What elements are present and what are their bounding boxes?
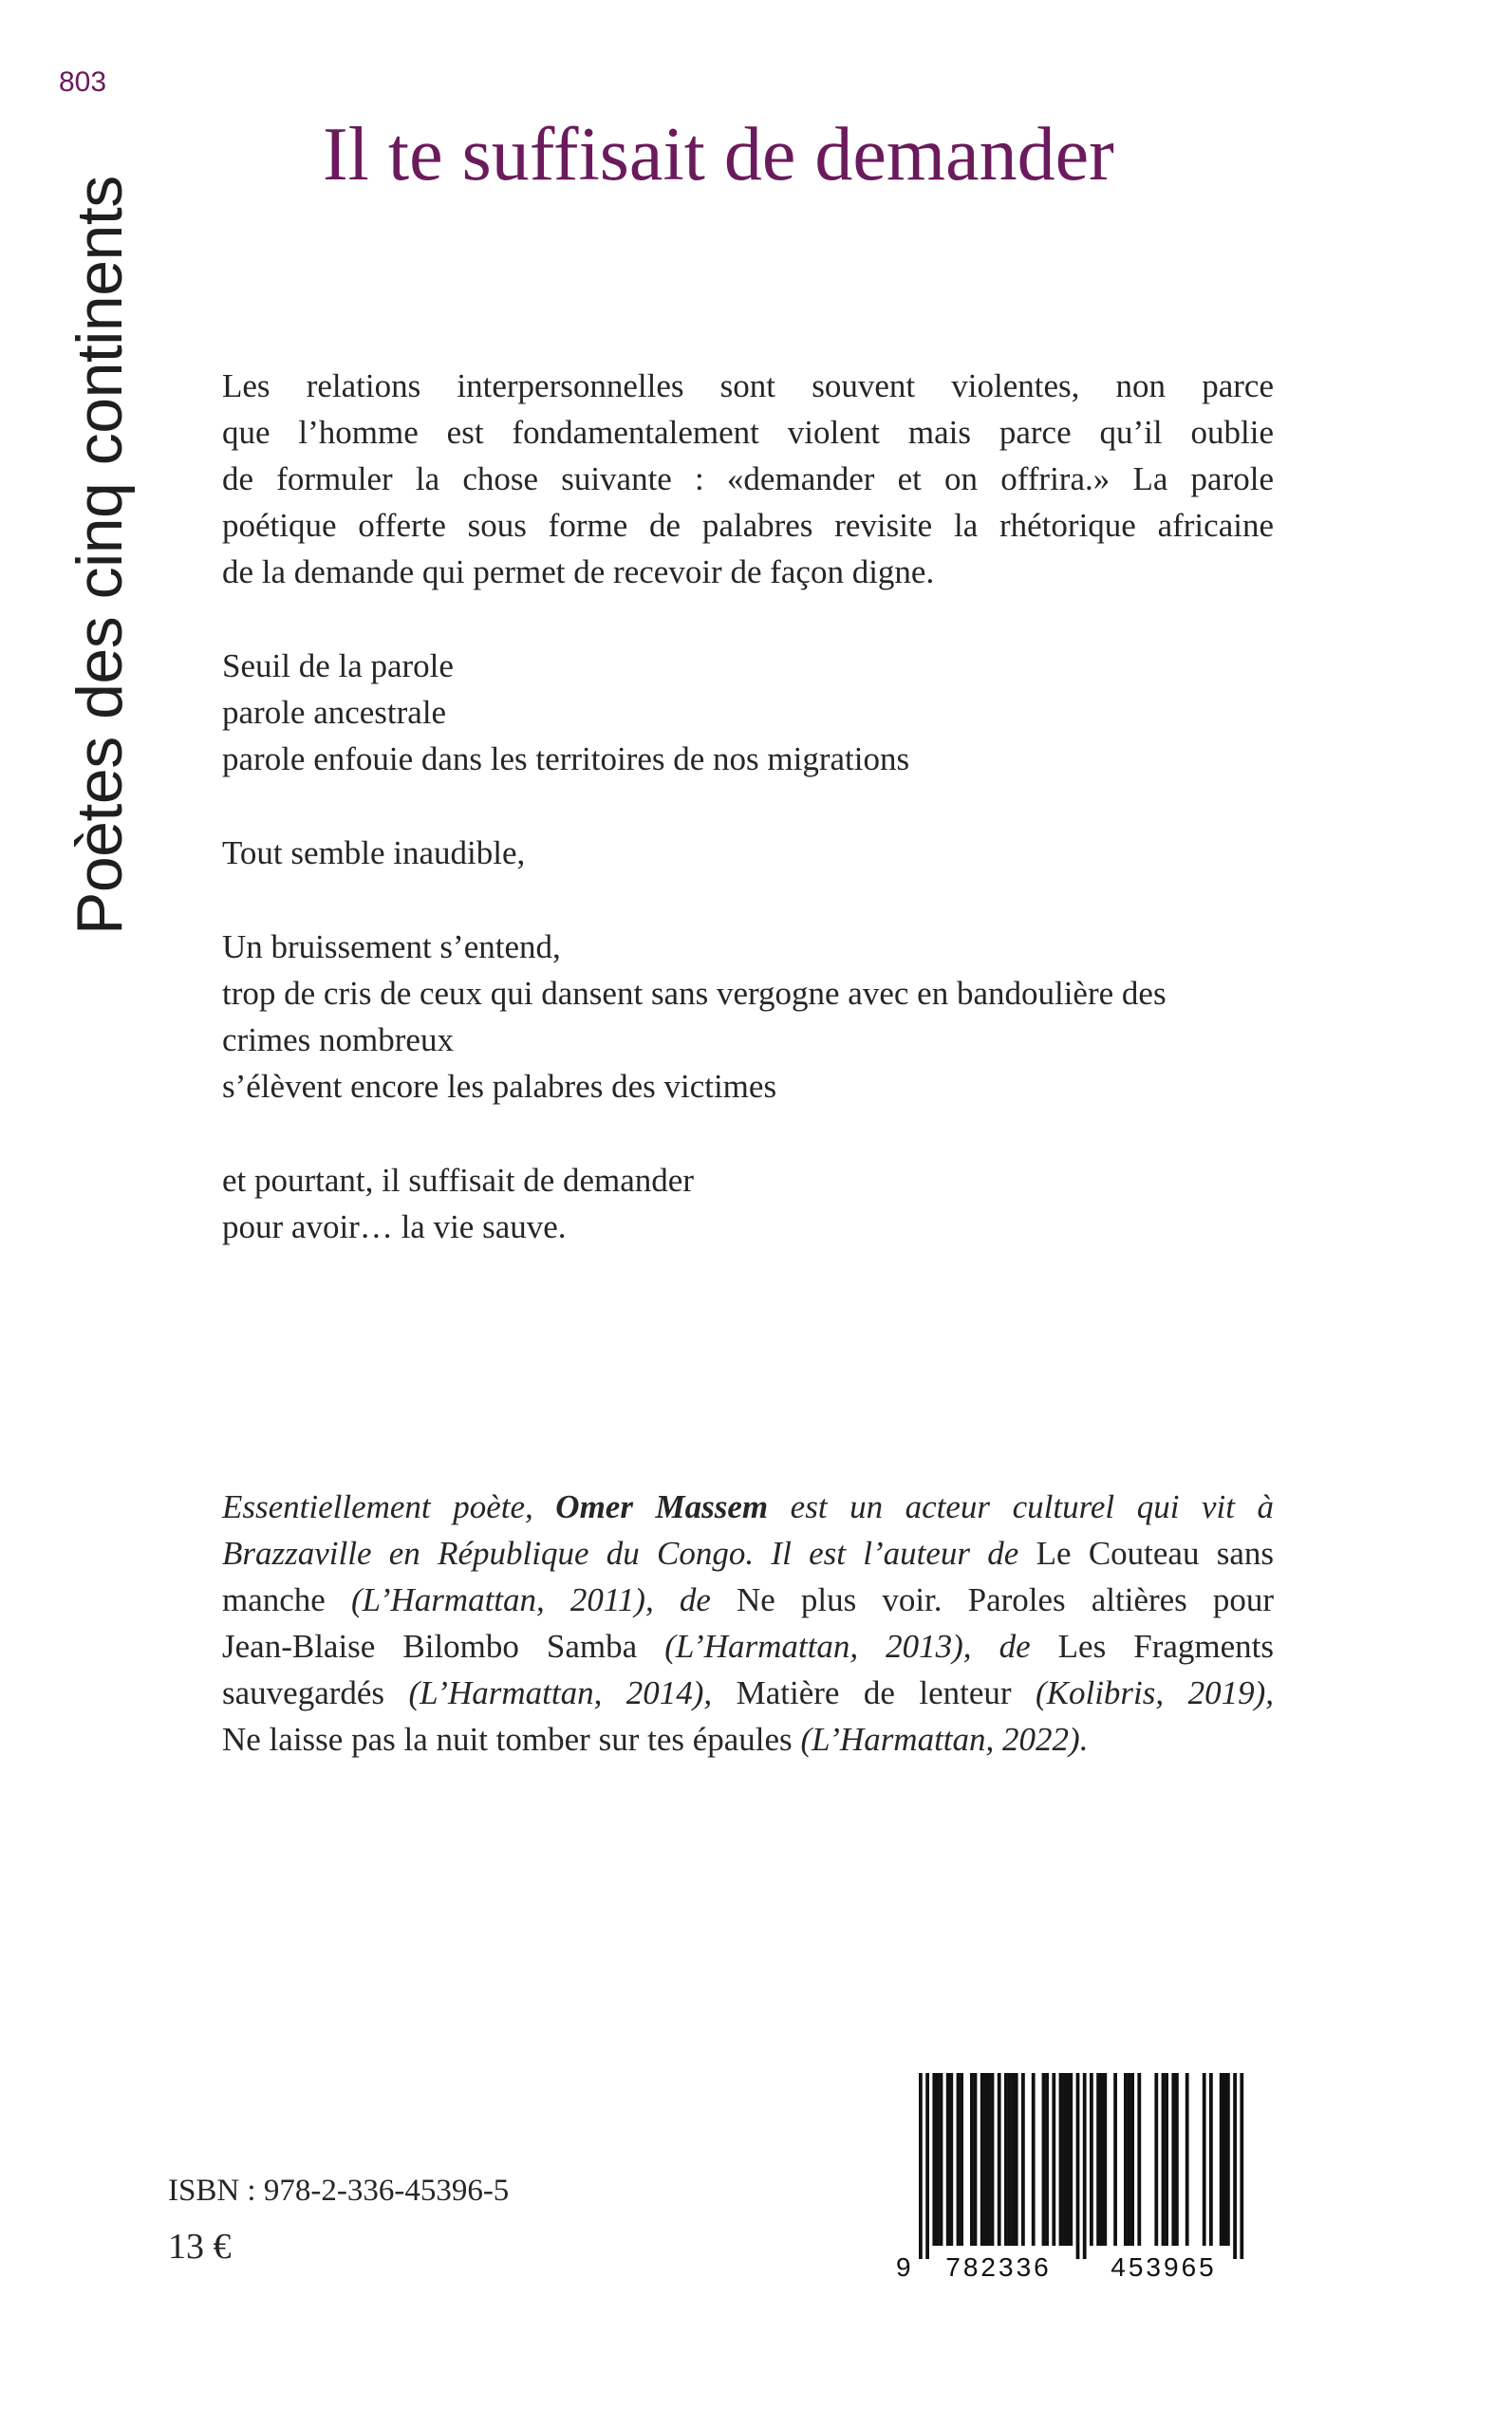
poem-line: pour avoir… la vie sauve. (222, 1208, 567, 1245)
bio-line (222, 1623, 1274, 1670)
poem-stanza (222, 1157, 1274, 1250)
book-title-ref: sauvegardés (222, 1674, 385, 1711)
barcode-bar (1103, 2073, 1107, 2246)
poem-line: Tout semble inaudible, (222, 834, 526, 871)
barcode-bar (1124, 2073, 1128, 2246)
price: 13 € (168, 2227, 232, 2267)
author-bio (222, 1484, 1274, 1763)
intro-line: poétique offerte sous forme de palabres revisite la rhétorique africaine (222, 507, 1274, 544)
book-title-ref: Le Couteau sans (1036, 1535, 1275, 1572)
barcode-bar (1083, 2073, 1087, 2259)
barcode-bar (1220, 2073, 1223, 2246)
publisher-ref: (L’Harmattan, 2013), (664, 1628, 972, 1665)
barcode-digits-right: 453965 (1111, 2252, 1217, 2282)
bio-text: est un acteur culturel qui vit à (790, 1488, 1274, 1525)
barcode (892, 2069, 1267, 2283)
poem-stanza (222, 830, 1274, 876)
barcode-bar (987, 2073, 991, 2246)
barcode-bar (932, 2073, 936, 2246)
barcode-bar (940, 2073, 943, 2246)
bio-text: Brazzaville en République du Congo. Il est l’auteur de (222, 1535, 1019, 1572)
book-title-ref: Matière de lenteur (736, 1674, 1012, 1711)
barcode-bar (1045, 2073, 1049, 2246)
back-cover-text (222, 363, 1274, 1298)
bio-line (222, 1716, 1274, 1763)
barcode-bar (1096, 2073, 1100, 2246)
poem-stanza (222, 643, 1274, 782)
barcode-bar (1185, 2073, 1189, 2246)
poem-line: Un bruissement s’entend, (222, 928, 561, 965)
barcode-bar (1113, 2073, 1117, 2246)
barcode-bar (1076, 2073, 1080, 2259)
barcode-bar (949, 2073, 953, 2246)
poem-line: parole ancestrale (222, 694, 447, 731)
barcode-bar (919, 2073, 923, 2259)
barcode-bar (1069, 2073, 1073, 2246)
intro-line: Les relations interpersonnelles sont souvent violentes, non parce (222, 367, 1274, 404)
bio-line (222, 1670, 1274, 1716)
intro-line: de la demande qui permet de recevoir de façon digne. (222, 553, 935, 590)
barcode-bar (1203, 2073, 1206, 2246)
publisher-ref: (L’Harmattan, 2014), (408, 1674, 713, 1711)
bio-text: de (999, 1628, 1031, 1665)
barcode-bar (974, 2073, 978, 2246)
barcode-bar (1011, 2073, 1015, 2246)
poem-line: crimes nombreux (222, 1021, 454, 1058)
barcode-bar (1137, 2073, 1141, 2246)
book-title-ref: Ne laisse pas la nuit tomber sur tes épaules (222, 1721, 793, 1758)
series-name: Poètes des cinq continents (64, 176, 136, 935)
poem-line: s’élèvent encore les palabres des victimes (222, 1068, 777, 1105)
poem-line: parole enfouie dans les territoires de nos migrations (222, 740, 910, 777)
book-title-ref: Les Fragments (1057, 1628, 1275, 1665)
barcode-bar (1240, 2073, 1243, 2259)
barcode-bar (1090, 2073, 1093, 2246)
series-number: 803 (59, 66, 107, 98)
barcode-digit-first: 9 (896, 2252, 911, 2282)
isbn: ISBN : 978-2-336-45396-5 (168, 2174, 510, 2208)
barcode-bar (960, 2073, 963, 2246)
barcode-bar (1154, 2073, 1158, 2246)
barcode-bar (1100, 2073, 1104, 2246)
barcode-bar (1175, 2073, 1179, 2246)
barcode-bar (1004, 2073, 1008, 2246)
barcode-bar (925, 2073, 929, 2259)
barcode-bar (1066, 2073, 1070, 2246)
publisher-ref: (Kolibris, 2019), (1035, 1674, 1274, 1711)
barcode-bar (946, 2073, 950, 2246)
barcode-bar (1052, 2073, 1055, 2246)
barcode-bar (957, 2073, 961, 2246)
poem-line: et pourtant, il suffisait de demander (222, 1162, 694, 1199)
publisher-ref: (L’Harmattan, 2022). (800, 1721, 1089, 1758)
barcode-bar (970, 2073, 974, 2246)
barcode-digits-left: 782336 (945, 2252, 1052, 2282)
barcode-bar (1062, 2073, 1066, 2246)
barcode-bar (1015, 2073, 1018, 2246)
poem-line: Seuil de la parole (222, 647, 454, 684)
poem-line: trop de cris de ceux qui dansent sans vergogne avec en bandoulière des (222, 975, 1167, 1012)
barcode-bar (991, 2073, 995, 2246)
barcode-bar (1171, 2073, 1175, 2246)
barcode-bar (1209, 2073, 1213, 2246)
intro-paragraph (222, 363, 1274, 595)
barcode-bar (1226, 2073, 1230, 2246)
barcode-bar (980, 2073, 984, 2246)
intro-line: de formuler la chose suivante : «demander et on offrira.» La parole (222, 460, 1274, 497)
publisher-ref: (L’Harmattan, 2011), (350, 1581, 654, 1618)
barcode-bar (1130, 2073, 1134, 2246)
barcode-bar (1128, 2073, 1131, 2246)
barcode-bar (998, 2073, 1001, 2246)
barcode-bar (1032, 2073, 1036, 2246)
barcode-bar (1233, 2073, 1237, 2259)
book-title-ref: manche (222, 1581, 326, 1618)
intro-line: que l’homme est fondamentalement violent mais parce qu’il oublie (222, 414, 1274, 451)
barcode-bar (1021, 2073, 1025, 2246)
book-title-ref: Jean-Blaise Bilombo Samba (222, 1628, 638, 1665)
barcode-bar (1162, 2073, 1166, 2246)
barcode-bar (936, 2073, 940, 2246)
barcode-bar (1042, 2073, 1046, 2246)
barcode-bar (1059, 2073, 1063, 2246)
barcode-bar (983, 2073, 987, 2246)
barcode-bar (1008, 2073, 1012, 2246)
bio-text: Essentiellement poète, (222, 1488, 533, 1525)
bio-line (222, 1484, 1274, 1530)
poem-stanza (222, 924, 1274, 1110)
bio-line (222, 1577, 1274, 1623)
bio-line (222, 1530, 1274, 1577)
book-title-ref: Ne plus voir. Paroles altières pour (736, 1581, 1275, 1618)
barcode-bar (1223, 2073, 1226, 2246)
author-name: Omer Massem (555, 1488, 769, 1525)
book-title: Il te suffisait de demander (323, 113, 1114, 196)
barcode-bar (1165, 2073, 1168, 2246)
bio-text: de (679, 1581, 711, 1618)
